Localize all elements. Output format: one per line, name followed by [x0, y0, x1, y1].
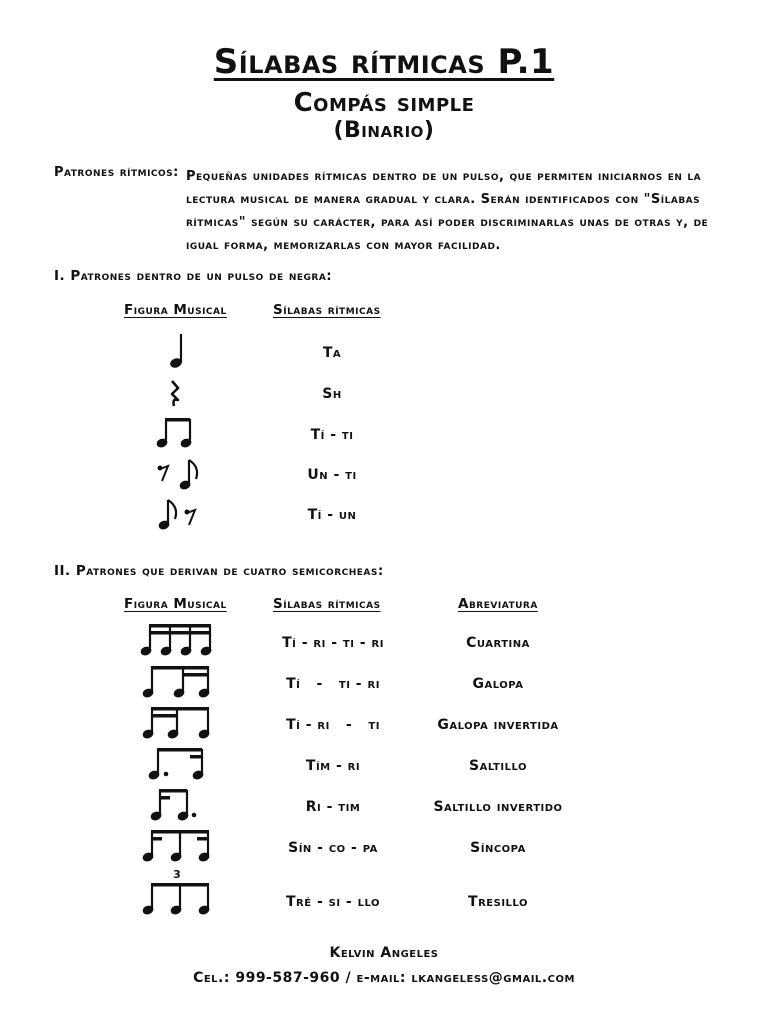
section2-syllable: Tí - ti - ri: [286, 676, 380, 692]
section1-heading: I. Patrones dentro de un pulso de negra:: [54, 268, 333, 284]
author-contact: Cel.: 999-587-960 / e-mail: lkangeless@gmail.com: [193, 970, 575, 986]
two-sixteenths-eighth-icon: [140, 703, 214, 741]
section2-heading: II. Patrones que derivan de cuatro semicorcheas:: [54, 563, 384, 579]
section2-abbrev: Cuartina: [466, 635, 530, 651]
quarter-note-icon: [160, 330, 200, 372]
section1-syllable: Tí - un: [307, 507, 357, 523]
section2-syllable: Tí - ri - ti - ri: [282, 635, 384, 651]
section2-abbrev: Galopa invertida: [437, 717, 559, 733]
section2-abbrev: Saltillo: [469, 758, 527, 774]
triplet-number: 3: [173, 868, 181, 881]
section1-syllable: Un - ti: [307, 467, 357, 483]
section2-abbrev: Galopa: [472, 676, 524, 692]
syncopa-icon: [140, 826, 214, 864]
section2-abbrev: Saltillo invertido: [433, 799, 563, 815]
quarter-rest-icon: [166, 378, 186, 410]
intro-label: Patrones rítmicos:: [54, 165, 179, 180]
section2-syllable: Tré - si - llo: [285, 894, 380, 910]
author-name: Kelvin Angeles: [329, 945, 439, 961]
two-eighth-notes-icon: [154, 414, 198, 450]
eighth-note-eighth-rest-icon: [155, 495, 205, 533]
dotted-eighth-sixteenth-icon: [146, 744, 210, 782]
triplet-icon: [140, 866, 214, 918]
sixteenth-dotted-eighth-icon: [148, 785, 208, 823]
eighth-two-sixteenths-icon: [140, 662, 214, 700]
section1-col-syllables: Sílabas rítmicas: [273, 302, 381, 318]
section2-col-syllables: Sílabas rítmicas: [273, 596, 381, 612]
section2-abbrev: Síncopa: [470, 840, 526, 856]
section2-syllable: Tím - ri: [305, 758, 361, 774]
section2-syllable: Ri - tim: [305, 799, 361, 815]
section1-syllable: Ta: [322, 345, 342, 361]
eighth-rest-eighth-note-icon: [154, 455, 204, 493]
page-subtitle: Compás simple: [293, 88, 475, 118]
section2-abbrev: Tresillo: [468, 894, 528, 910]
section2-syllable: Sín - co - pa: [288, 840, 378, 856]
intro-text: Pequeñas unidades rítmicas dentro de un pulso, que permiten iniciarnos en la lectura musical de manera gradual y clara. Serán identificados con "Sílabas rítmicas" según su carácter, para así poder discriminarlas unas de otras y, de igual forma, memorizarlas con mayor facilidad.: [186, 169, 709, 253]
page-subsubtitle: (Binario): [333, 118, 435, 143]
section1-syllable: Tí - ti: [310, 427, 354, 443]
section2-syllable: Tí - ri - ti: [286, 717, 380, 733]
section1-syllable: Sh: [322, 386, 342, 402]
section2-col-abbrev: Abreviatura: [458, 596, 538, 612]
section1-col-figure: Figura Musical: [124, 302, 227, 318]
four-sixteenths-icon: [138, 620, 216, 658]
section2-col-figure: Figura Musical: [124, 596, 227, 612]
page-title: Sílabas rítmicas P.1: [213, 42, 555, 82]
